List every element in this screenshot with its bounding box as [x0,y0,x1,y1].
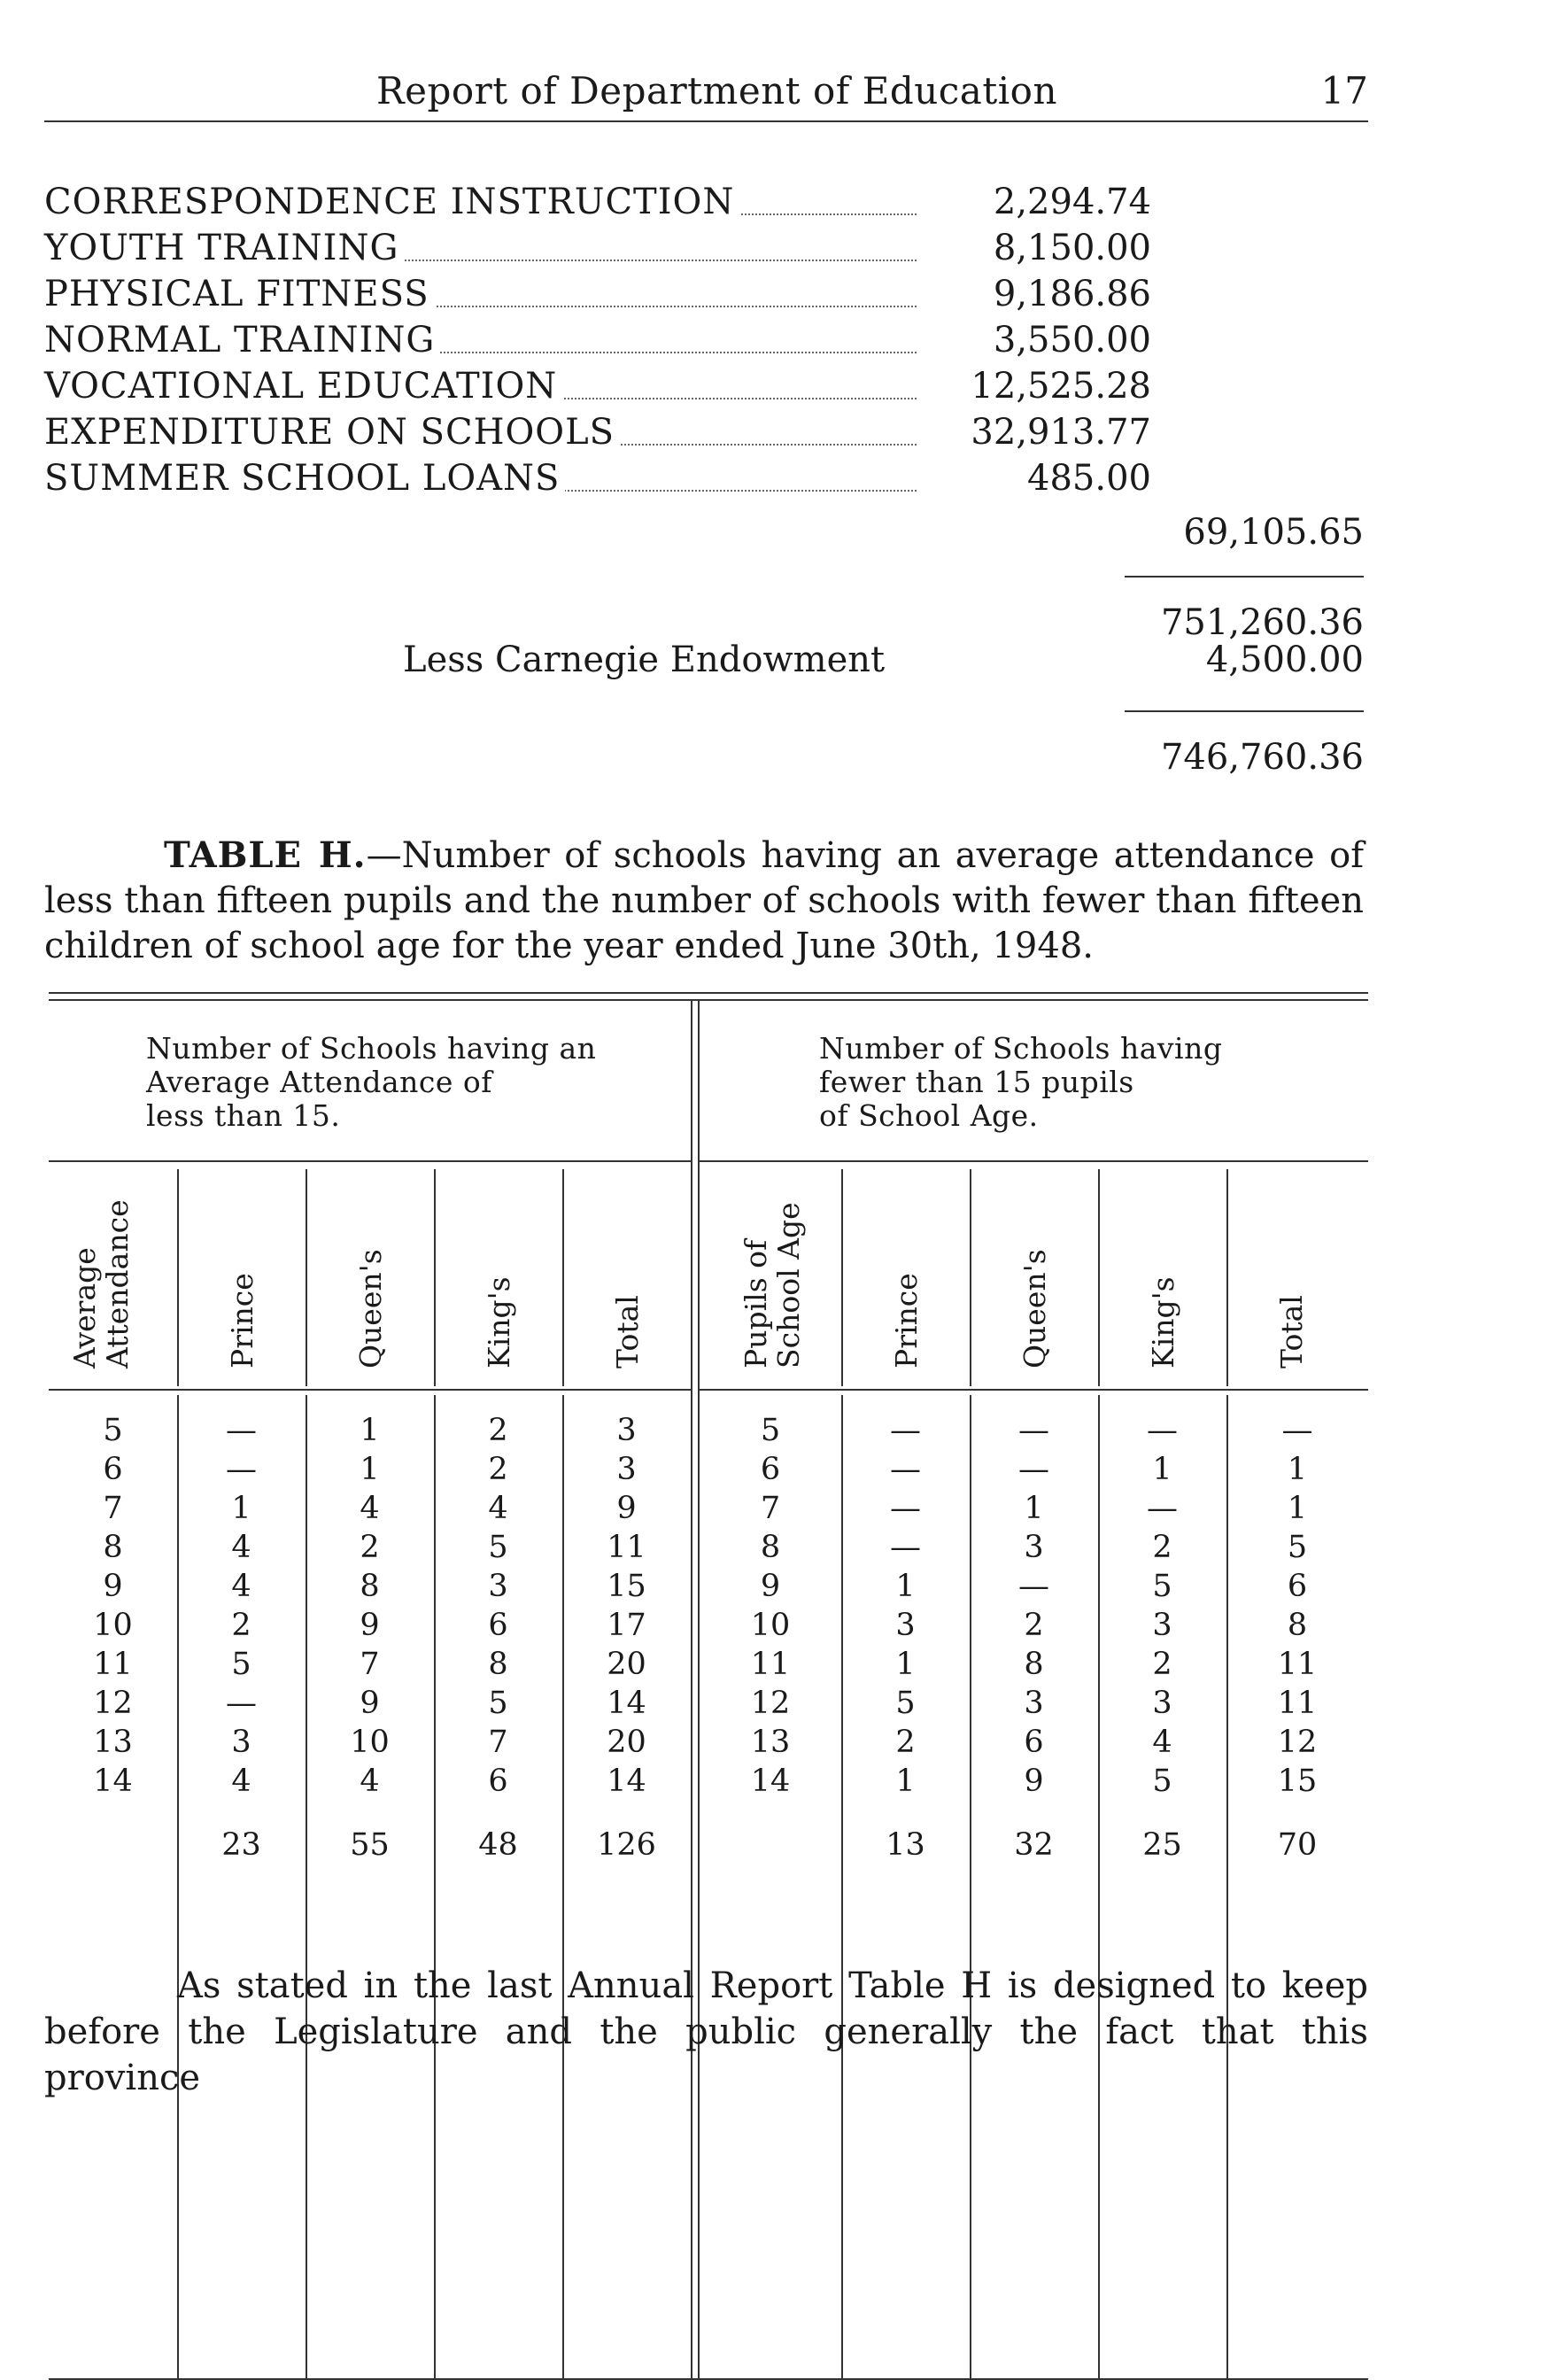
column-heading-queens [1018,1249,1051,1368]
total-right-queens: 32 [1014,1827,1054,1863]
total-left-kings: 48 [478,1827,518,1863]
cell-left-total: 3 [616,1452,637,1487]
cell-left-total: 17 [607,1608,646,1643]
heading-line: Attendance [100,1199,135,1368]
column-rule [841,1169,843,1386]
column-rule [970,1169,971,1386]
cell-left-prince: 3 [231,1725,251,1760]
cell-right-prince: 3 [895,1608,916,1643]
cell-left-queens: 7 [360,1647,380,1682]
cell-right-kings: 5 [1152,1764,1172,1799]
column-rule [177,1169,179,1386]
cell-left-kings: 4 [488,1491,508,1526]
expenditure-row [44,274,1373,320]
expenditure-row [44,320,1373,366]
cell-left-kings: 6 [488,1764,508,1799]
heading-line: Queen's [353,1249,388,1368]
cell-right-prince: — [890,1452,921,1487]
cell-right-queens: 8 [1024,1647,1044,1682]
table-top-rule [49,999,1368,1001]
column-rule [306,1169,307,1386]
cell-right-prince: — [890,1413,921,1448]
cell-right-prince: 5 [895,1686,916,1721]
cell-right-pupils-of-school-age: 12 [750,1686,791,1721]
cell-right-queens: 2 [1024,1608,1044,1643]
expenditure-label: CORRESPONDENCE INSTRUCTION [44,182,739,222]
cell-right-prince: — [890,1530,921,1565]
cell-right-pupils-of-school-age: 11 [750,1647,791,1682]
cell-left-attendance: 7 [103,1491,123,1526]
cell-right-pupils-of-school-age: 5 [760,1413,781,1448]
cell-left-attendance: 5 [103,1413,123,1448]
heading-line: Average [67,1247,102,1368]
total-rule [1125,576,1364,578]
total-rule [1125,710,1364,712]
cell-right-kings: 2 [1152,1530,1172,1565]
cell-left-attendance: 8 [103,1530,123,1565]
column-rule [562,1169,564,1386]
expenditure-amount: 8,150.00 [993,228,1151,268]
cell-left-attendance: 11 [93,1647,133,1682]
heading-line: King's [1146,1276,1180,1368]
cell-left-kings: 2 [488,1413,508,1448]
header-rule [44,120,1368,122]
cell-left-queens: 2 [360,1530,380,1565]
heading-line: Average Attendance of [146,1065,492,1099]
expenditure-amount: 12,525.28 [971,366,1151,407]
cell-right-total: 8 [1287,1608,1308,1643]
cell-right-prince: 1 [895,1569,916,1604]
heading-line: Total [610,1295,645,1368]
heading-line: of School Age. [819,1098,1039,1133]
expenditure-amount: 3,550.00 [993,320,1151,360]
column-heading-rule [49,1389,691,1391]
expenditure-list [44,182,1373,504]
heading-line: Prince [889,1273,924,1368]
cell-right-kings: 5 [1152,1569,1172,1604]
cell-right-kings: 3 [1152,1608,1172,1643]
gross-total-amount: 751,260.36 [1160,602,1364,643]
column-heading-total [611,1295,644,1368]
total-right-prince: 13 [886,1827,925,1863]
less-amount: 4,500.00 [1205,640,1364,680]
heading-line: King's [482,1276,516,1368]
cell-right-queens: — [1018,1452,1049,1487]
group-heading-rule [700,1160,1368,1162]
net-total-amount: 746,760.36 [1160,737,1364,778]
cell-left-attendance: 14 [93,1764,133,1799]
cell-right-kings: 1 [1152,1452,1172,1487]
column-heading-total [1275,1295,1308,1368]
cell-left-prince: 4 [231,1764,251,1799]
cell-left-total: 3 [616,1413,637,1448]
expenditure-label: EXPENDITURE ON SCHOOLS [44,412,620,453]
expenditure-row [44,412,1373,458]
cell-right-queens: — [1018,1569,1049,1604]
cell-right-queens: 3 [1024,1530,1044,1565]
cell-right-kings: — [1147,1491,1178,1526]
expenditure-amount: 9,186.86 [993,274,1151,314]
cell-left-kings: 6 [488,1608,508,1643]
running-head [44,69,1368,122]
cell-left-kings: 5 [488,1530,508,1565]
column-heading-kings [483,1276,515,1368]
heading-line: Number of Schools having an [146,1031,597,1066]
paragraph-text: As stated in the last Annual Report Table H is designed to keep before the Legislature and the public generally the fact that this province [44,1965,1368,2098]
column-heading-average-attendance [68,1199,134,1368]
cell-left-attendance: 6 [103,1452,123,1487]
cell-left-queens: 4 [360,1764,380,1799]
caption-text: —Number of schools having an average attendance of less than fifteen pupils and the number of schools with fewer than fifteen children of school age for the year ended June 30th, 1948. [44,835,1364,966]
column-heading-queens [354,1249,387,1368]
center-divider [691,1001,692,2378]
cell-left-queens: 9 [360,1608,380,1643]
cell-right-total: 12 [1277,1725,1318,1760]
cell-left-kings: 5 [488,1686,508,1721]
cell-left-queens: 1 [360,1413,380,1448]
cell-left-prince: 2 [231,1608,251,1643]
cell-right-kings: 3 [1152,1686,1172,1721]
column-rule [1098,1169,1100,1386]
cell-right-total: 11 [1277,1686,1318,1721]
left-group-heading [146,1032,596,1133]
cell-right-kings: 4 [1152,1725,1172,1760]
cell-right-total: 15 [1277,1764,1318,1799]
column-rule [1226,1169,1228,1386]
cell-left-kings: 8 [488,1647,508,1682]
heading-line: Pupils of [739,1239,773,1368]
cell-left-prince: 4 [231,1530,251,1565]
expenditure-row [44,182,1373,228]
heading-line: Number of Schools having [819,1031,1223,1066]
cell-right-pupils-of-school-age: 10 [750,1608,791,1643]
expenditure-row [44,366,1373,412]
cell-right-kings: 2 [1152,1647,1172,1682]
cell-left-total: 14 [607,1764,646,1799]
cell-left-total: 15 [607,1569,646,1604]
heading-line: fewer than 15 pupils [819,1065,1134,1099]
total-left-prince: 23 [221,1827,261,1863]
cell-right-pupils-of-school-age: 9 [760,1569,781,1604]
cell-left-kings: 2 [488,1452,508,1487]
cell-left-queens: 10 [350,1725,390,1760]
expenditure-row [44,458,1373,504]
column-rule [434,1169,436,1386]
total-left-total: 126 [597,1827,656,1863]
cell-left-attendance: 10 [93,1608,133,1643]
expenditure-label: VOCATIONAL EDUCATION [44,366,562,407]
cell-left-total: 14 [607,1686,646,1721]
cell-right-queens: 9 [1024,1764,1044,1799]
column-heading-rule [700,1389,1368,1391]
table-top-rule [49,992,1368,994]
cell-left-queens: 1 [360,1452,380,1487]
column-heading-prince [890,1273,923,1368]
cell-left-attendance: 13 [93,1725,133,1760]
heading-line: Total [1274,1295,1309,1368]
cell-right-total: 1 [1287,1452,1308,1487]
expenditure-label: YOUTH TRAINING [44,228,404,268]
cell-left-queens: 9 [360,1686,380,1721]
cell-right-total: 1 [1287,1491,1308,1526]
cell-right-total: 5 [1287,1530,1308,1565]
right-group-heading [819,1032,1222,1133]
cell-left-prince: — [226,1686,257,1721]
table-label: TABLE H. [164,834,367,876]
cell-left-total: 9 [616,1491,637,1526]
cell-right-prince: 2 [895,1725,916,1760]
group-heading-rule [49,1160,691,1162]
expenditure-row [44,228,1373,274]
cell-left-prince: — [226,1452,257,1487]
cell-left-kings: 7 [488,1725,508,1760]
heading-line: less than 15. [146,1098,341,1133]
expenditure-amount: 485.00 [1027,458,1151,499]
cell-right-queens: 3 [1024,1686,1044,1721]
cell-right-pupils-of-school-age: 6 [760,1452,781,1487]
running-title: Report of Department of Education [376,69,1057,112]
table-caption [44,833,1364,969]
cell-right-prince: 1 [895,1647,916,1682]
page-number: 17 [1320,69,1368,112]
total-left-queens: 55 [350,1827,390,1863]
cell-right-queens: 6 [1024,1725,1044,1760]
cell-left-total: 20 [607,1725,646,1760]
cell-left-prince: 5 [231,1647,251,1682]
cell-right-total: 6 [1287,1569,1308,1604]
cell-right-pupils-of-school-age: 7 [760,1491,781,1526]
expenditure-amount: 2,294.74 [993,182,1151,222]
column-heading-kings [1147,1276,1180,1368]
cell-left-total: 20 [607,1647,646,1682]
cell-left-queens: 8 [360,1569,380,1604]
cell-right-pupils-of-school-age: 8 [760,1530,781,1565]
total-right-kings: 25 [1142,1827,1182,1863]
cell-right-queens: 1 [1024,1491,1044,1526]
cell-left-total: 11 [607,1530,646,1565]
expenditure-label: SUMMER SCHOOL LOANS [44,458,565,499]
table-h [49,992,1373,2374]
cell-left-prince: — [226,1413,257,1448]
heading-line: Queen's [1017,1249,1052,1368]
cell-left-prince: 4 [231,1569,251,1604]
heading-line: School Age [771,1202,806,1368]
cell-right-prince: — [890,1491,921,1526]
cell-right-total: — [1281,1413,1313,1448]
cell-left-queens: 4 [360,1491,380,1526]
cell-right-queens: — [1018,1413,1049,1448]
cell-left-attendance: 12 [93,1686,133,1721]
cell-right-prince: 1 [895,1764,916,1799]
expenditure-label: PHYSICAL FITNESS [44,274,435,314]
cell-right-pupils-of-school-age: 13 [750,1725,791,1760]
less-label: Less Carnegie Endowment [403,640,886,680]
cell-left-kings: 3 [488,1569,508,1604]
expenditure-label: NORMAL TRAINING [44,320,440,360]
closing-paragraph [44,1963,1368,2101]
column-heading-pupils-of-school-age [739,1202,805,1368]
cell-right-pupils-of-school-age: 14 [750,1764,791,1799]
heading-line: Prince [225,1273,259,1368]
expenditure-amount: 32,913.77 [971,412,1151,453]
cell-right-kings: — [1147,1413,1178,1448]
cell-right-total: 11 [1277,1647,1318,1682]
column-heading-prince [226,1273,259,1368]
subtotal-amount: 69,105.65 [1183,512,1364,553]
total-right-total: 70 [1277,1827,1318,1863]
cell-left-prince: 1 [231,1491,251,1526]
cell-left-attendance: 9 [103,1569,123,1604]
